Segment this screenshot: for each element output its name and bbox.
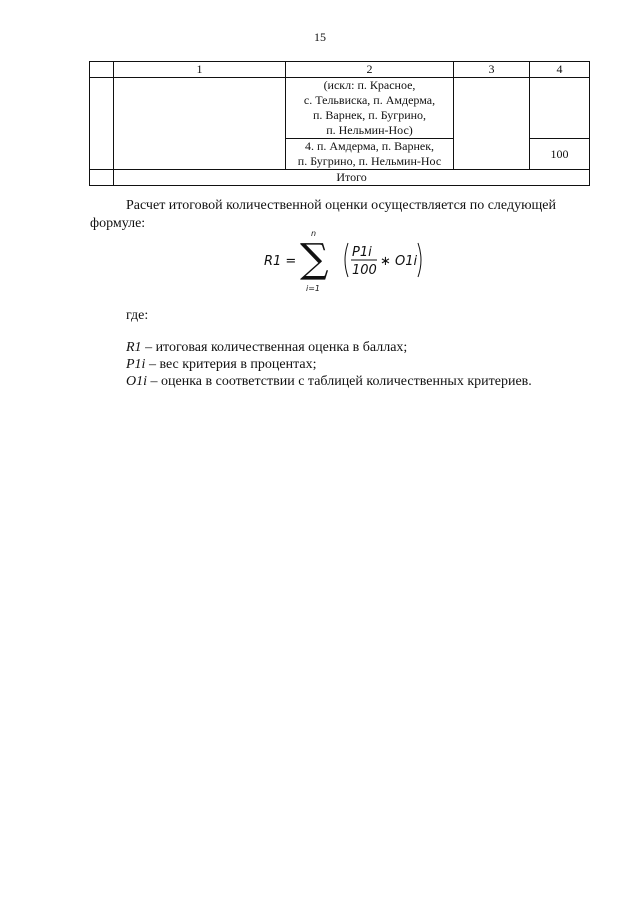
intro-line-1 [90,197,590,215]
table-cell-empty [90,78,114,170]
definition-o1i [126,373,532,391]
table-header-cell: 2 [286,62,454,78]
where-label: где: [126,308,149,323]
table-header-cell: 1 [114,62,286,78]
table-total-row [90,170,590,186]
definition-text: – оценка в соответствии с таблицей количественных критериев. [147,374,532,389]
exclusions-line: (искл: п. Красное, [323,78,416,92]
definition-text: – итоговая количественная оценка в баллах; [141,340,408,355]
table-cell-item4-value: 100 [530,139,590,170]
table-cell-exclusions [286,78,454,139]
table-row [90,78,590,139]
fraction-numerator: P1i [352,245,372,260]
intro-text: Расчет итоговой количественной оценки осуществляется по следующей [126,198,557,213]
definition-text: – вес критерия в процентах; [145,357,317,372]
table-cell-empty [90,170,114,186]
criteria-table [89,61,590,186]
intro-line-2: формуле: [90,216,146,231]
sigma-symbol: ∑ [300,236,329,282]
fraction-denominator: 100 [352,263,377,278]
sum-upper-limit: n [311,229,317,238]
table-header-cell: 3 [454,62,530,78]
item4-line: п. Бугрино, п. Нельмин-Нос [297,154,442,168]
summation-formula [262,226,432,298]
definition-p1i [126,356,317,374]
formula-lhs: R1 = [264,254,297,269]
exclusions-line: п. Варнек, п. Бугрино, [312,108,427,122]
formula-tail: ∗ O1i [380,254,418,269]
table-header-row [90,62,590,78]
exclusions-line: п. Нельмин-Нос) [326,123,413,137]
table-cell-empty [530,78,590,139]
left-paren [345,243,348,277]
page-number: 15 [314,30,326,44]
table-cell-empty [114,78,286,170]
sum-lower-limit: i=1 [306,284,321,293]
definition-symbol: R1 [126,340,142,355]
item4-line: 4. п. Амдерма, п. Варнек, [304,139,435,153]
table-header-cell [90,62,114,78]
table-total-label: Итого [114,170,590,186]
exclusions-line: с. Тельвиска, п. Амдерма, [303,93,436,107]
table-cell-item4 [286,139,454,170]
definition-symbol: P1i [126,357,146,372]
definition-symbol: O1i [126,374,147,389]
table-cell-empty [454,78,530,170]
right-paren [418,243,421,277]
definition-r1 [126,339,407,357]
table-header-cell: 4 [530,62,590,78]
